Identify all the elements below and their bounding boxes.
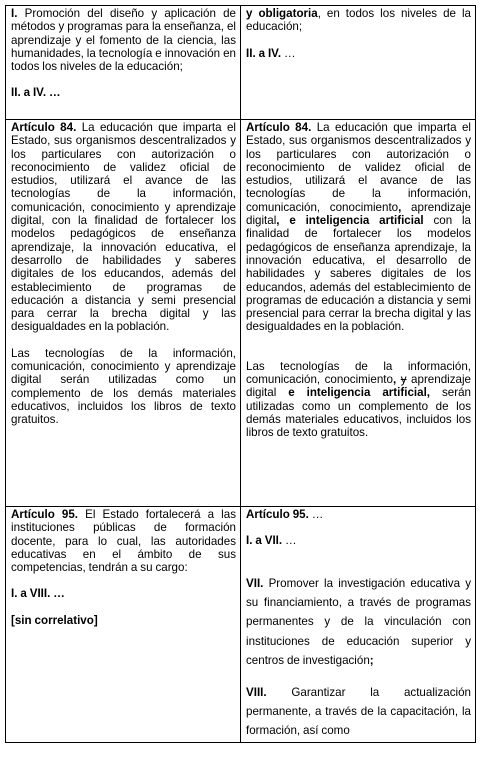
row1-proposed-text-cell [241, 6, 476, 120]
fraction-label: I. [11, 7, 18, 20]
no-correlative-note [11, 614, 236, 627]
fractions-ii-iv [11, 86, 236, 99]
ellipsis-text: … [282, 534, 297, 548]
article-84-paragraph-2 [246, 360, 471, 440]
table-row [6, 507, 476, 743]
article-text: El Estado fortalecerá a las instituciones públicas de formación docente, para lo cual, las autoridades educativas en el ámbito de sus competencias, tendrán a su cargo: [11, 508, 236, 575]
article-84-paragraph-1 [246, 121, 471, 334]
comparison-table-frame [5, 5, 475, 765]
fraction-viii-text [246, 683, 471, 737]
fraction-vii-text [246, 574, 471, 671]
article-text: Las tecnologías de la información, comunicación, conocimiento [246, 359, 471, 387]
fractions-i-vii [246, 534, 471, 547]
fraction-label: II. a IV. [246, 46, 282, 60]
article-label: Artículo 95. [11, 508, 79, 521]
note-label: [sin correlativo] [11, 613, 98, 627]
fraction-label: VIII. [246, 685, 267, 699]
article-text: con la finalidad de fortalecer los modelos pedagógicos de enseñanza aprendizaje, la innovación educativa, el desarrollo de habilidades y saberes digitales de los educandos, además del establecimiento de programas de educación a distancia y semi presencial para cerrar la brecha digital y las desigualdades en la población. [246, 214, 471, 334]
article-label: Artículo 95. [246, 508, 309, 521]
article-95-paragraph-1 [246, 508, 471, 521]
article-95-proposed-content [246, 508, 471, 737]
article-text: aprendizaje digital [246, 373, 471, 400]
added-text: ; [369, 654, 374, 668]
fraction-text: Promoción del diseño y aplicación de métodos y programas para la enseñanza, el aprendizaje y el fomento de la ciencia, las humanidades, la tecnología e innovación en todos los niveles de la educación; [11, 7, 236, 74]
article-text: aprendizaje digital [246, 200, 471, 228]
article-84-current-cell [6, 120, 241, 507]
fraction-text: Promover la investigación educativa y su financiamiento, a través de programas permanentes y de la vinculación con instituciones de educación superior y centros de investigación [246, 576, 471, 668]
article-95-current-cell [6, 507, 241, 743]
fraction-text: Garantizar la actualización permanente, a través de la capacitación, la formación, así como [246, 685, 471, 737]
added-text: y obligatoria [246, 7, 318, 20]
added-text: , [398, 200, 402, 214]
article-text: serán utilizadas como un complemento de los demás materiales educativos, incluidos los libros de texto gratuitos. [246, 386, 471, 440]
deleted-text: y [400, 373, 407, 387]
article-84-paragraph-1 [11, 121, 236, 334]
article-95-proposed-cell [241, 507, 476, 743]
fraction-i-text [11, 7, 236, 73]
fractions-ii-iv [246, 47, 471, 60]
fraction-label: VII. [246, 576, 264, 590]
added-text: , e inteligencia artificial [276, 214, 424, 228]
fraction-label: I. a VII. [246, 534, 283, 548]
ellipsis-text: … [308, 508, 324, 521]
article-84-proposed-cell [241, 120, 476, 507]
table-row [6, 6, 476, 120]
article-text: La educación que imparta el Estado, sus organismos descentralizados y los particulares con autorización o reconocimiento de validez oficial de estudios, utilizará el avance de las tecnologías de la información, comunicación, conocimiento [246, 121, 472, 214]
table-row [6, 120, 476, 507]
fraction-label: II. a IV. … [11, 86, 61, 100]
article-label: Artículo 84. [11, 121, 77, 134]
comparison-table [5, 5, 476, 743]
article-label: Artículo 84. [246, 121, 312, 134]
article-84-paragraph-2: Las tecnologías de la información, comunicación, conocimiento y aprendizaje digital serán utilizadas como un complemento de los demás materiales educativos, incluidos los libros de texto gratuitos. [11, 346, 236, 427]
article-95-paragraph-1 [11, 508, 236, 574]
fraction-text: , en todos los niveles de la educación; [246, 7, 471, 34]
ellipsis-text: … [281, 46, 296, 60]
added-text: e inteligencia artificial, [288, 386, 431, 400]
row1-current-text-cell [6, 6, 241, 120]
fractions-i-viii [11, 587, 236, 600]
added-text: , [392, 373, 397, 387]
fraction-i-continued [246, 7, 471, 34]
fraction-label: I. a VIII. … [11, 587, 65, 601]
article-text: La educación que imparta el Estado, sus organismos descentralizados y los particulares con autorización o reconocimiento de validez oficial de estudios, utilizará el avance de las tecnologías de la información, comunicación, conocimiento y aprendizaje digital, con la finalidad de fortalecer los modelos pedagógicos de enseñanza aprendizaje, la innovación educativa, el desarrollo de habilidades y saberes digitales de los educandos, además del establecimiento de programas de educación a distancia y semi presencial para cerrar la brecha digital y las desigualdades en la población. [11, 121, 237, 334]
